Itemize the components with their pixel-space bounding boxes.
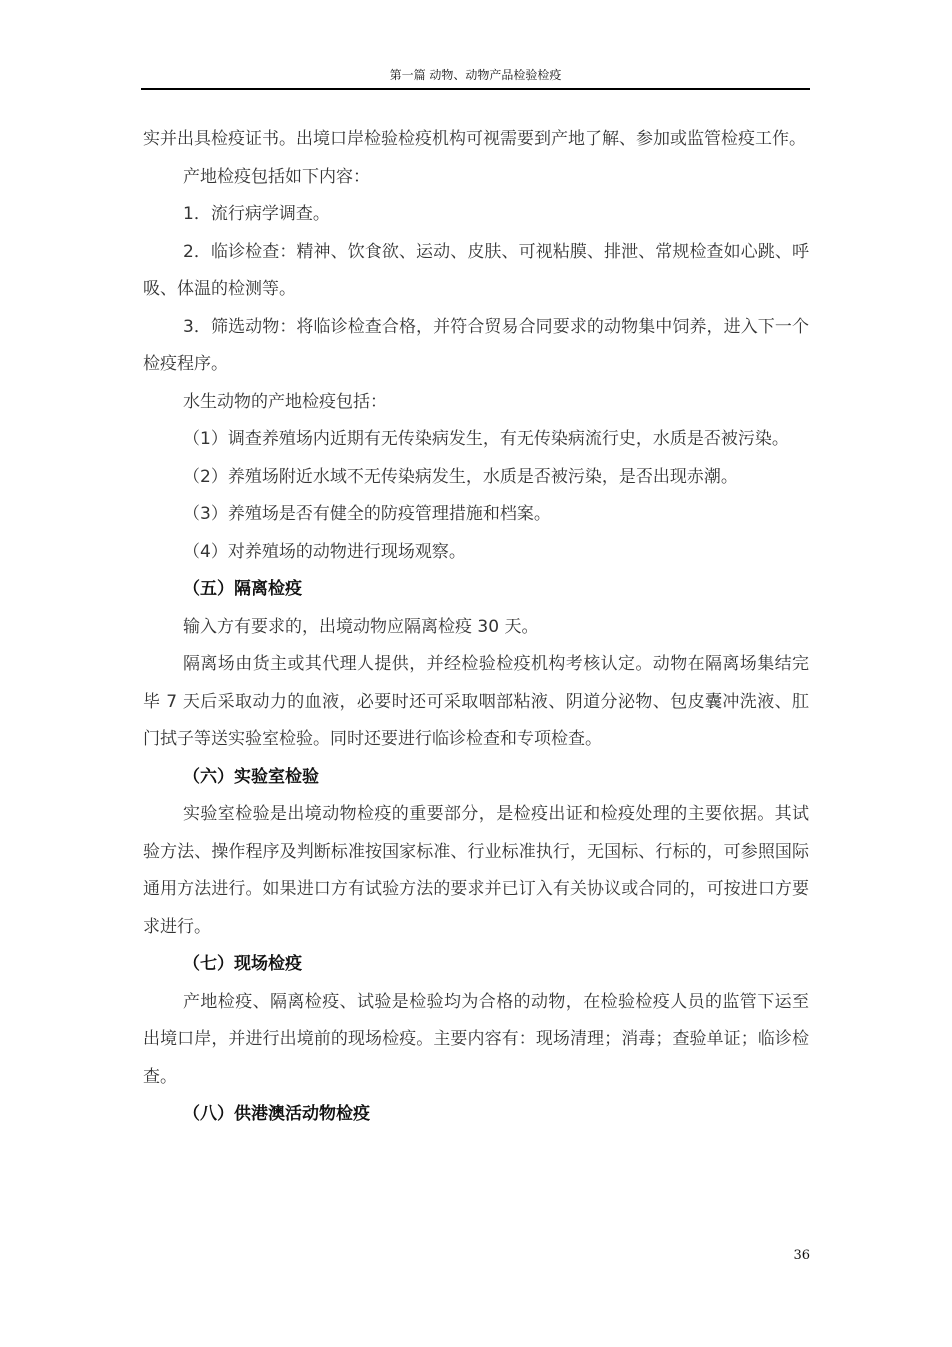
body-paragraph: 实并出具检疫证书。出境口岸检验检疫机构可视需要到产地了解、参加或监管检疫工作。 xyxy=(143,129,806,149)
body-paragraph: 输入方有要求的，出境动物应隔离检疫 30 天。 xyxy=(183,616,539,637)
page-body xyxy=(143,121,809,1134)
body-paragraph: 实验室检验是出境动物检疫的重要部分，是检疫出证和检疫处理的主要依据。其试验方法、操作程序及判断标准按国家标准、行业标准执行，无国标、行标的，可参照国际通用方法进行。如果进口方有试验方法的要求并已订入有关协议或合同的，可按进口方要求进行。 xyxy=(143,804,809,937)
body-paragraph: 1．流行病学调查。 xyxy=(183,204,330,224)
section-heading: （六）实验室检验 xyxy=(183,766,319,787)
body-paragraph: （2）养殖场附近水域不无传染病发生，水质是否被污染，是否出现赤潮。 xyxy=(183,466,738,487)
page-number: 36 xyxy=(793,1248,810,1263)
section-heading: （八）供港澳活动物检疫 xyxy=(183,1104,370,1124)
section-heading: （五）隔离检疫 xyxy=(183,579,302,599)
body-paragraph: 水生动物的产地检疫包括： xyxy=(183,391,387,412)
body-paragraph: 产地检疫、隔离检疫、试验是检验均为合格的动物，在检验检疫人员的监管下运至出境口岸，并进行出境前的现场检疫。主要内容有：现场清理；消毒；查验单证；临诊检查。 xyxy=(143,991,809,1087)
body-paragraph: （1）调查养殖场内近期有无传染病发生，有无传染病流行史，水质是否被污染。 xyxy=(183,429,789,449)
body-paragraph: 3．筛选动物：将临诊检查合格，并符合贸易合同要求的动物集中饲养，进入下一个检疫程序。 xyxy=(143,316,809,374)
body-paragraph: 产地检疫包括如下内容： xyxy=(183,166,370,187)
section-heading: （七）现场检疫 xyxy=(183,954,302,974)
body-paragraph: 2．临诊检查：精神、饮食欲、运动、皮肤、可视粘膜、排泄、常规检查如心跳、呼吸、体温的检测等。 xyxy=(143,241,809,299)
body-paragraph: （4）对养殖场的动物进行现场观察。 xyxy=(183,541,466,562)
running-header: 第一篇 动物、动物产品检验检疫 xyxy=(141,66,810,90)
body-paragraph: 隔离场由货主或其代理人提供，并经检验检疫机构考核认定。动物在隔离场集结完毕 7 天后采取动力的血液，必要时还可采取咽部粘液、阴道分泌物、包皮囊冲洗液、肛门拭子等送实验室检验。同时还要进行临诊检查和专项检查。 xyxy=(143,654,809,749)
body-paragraph: （3）养殖场是否有健全的防疫管理措施和档案。 xyxy=(183,504,551,524)
